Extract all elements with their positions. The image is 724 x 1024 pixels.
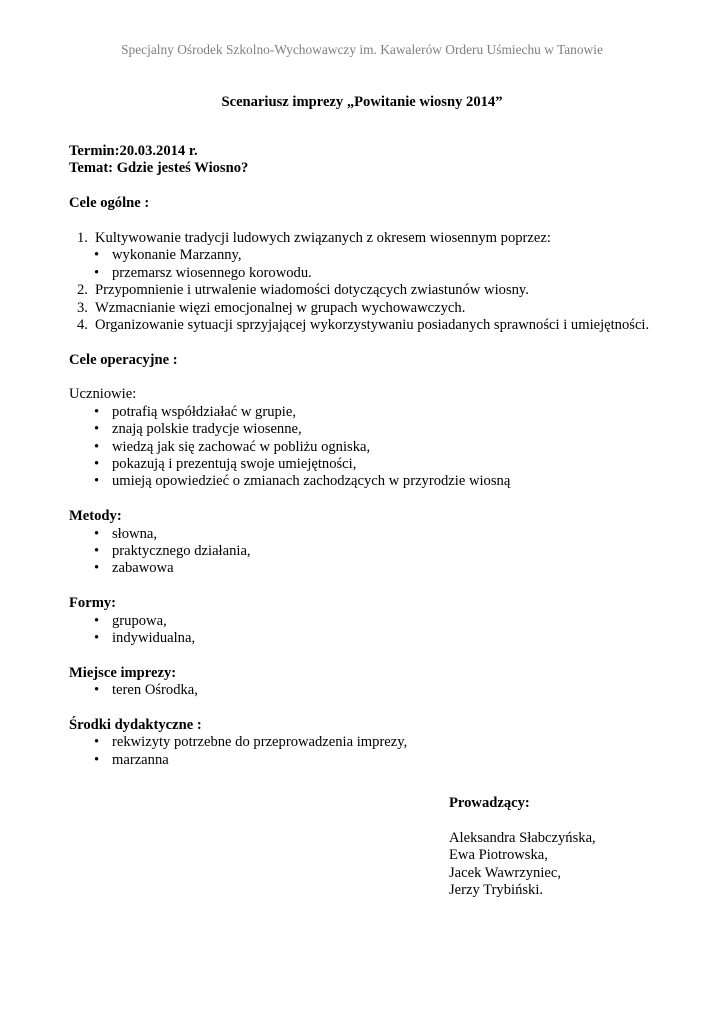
- list-item: [69, 630, 709, 647]
- srodki-heading: Środki dydaktyczne :: [69, 716, 202, 733]
- list-item: [69, 404, 709, 421]
- bullet-icon: •: [94, 403, 100, 420]
- list-item: [69, 247, 709, 264]
- list-item: [69, 752, 709, 769]
- list-item: [69, 543, 709, 560]
- list-item-text: Wzmacnianie więzi emocjonalnej w grupach wychowawczych.: [95, 299, 466, 316]
- list-item-text: teren Ośrodka,: [112, 682, 198, 699]
- list-item: [69, 560, 709, 577]
- metody-heading: Metody:: [69, 508, 122, 525]
- cele-ogolne-heading: Cele ogólne :: [69, 195, 150, 212]
- list-item: [69, 265, 709, 282]
- termin-line: Termin:20.03.2014 r.: [69, 143, 198, 159]
- bullet-icon: •: [94, 247, 100, 264]
- list-item: [69, 473, 709, 490]
- cele-operacyjne-heading: Cele operacyjne :: [69, 351, 178, 368]
- list-item: [69, 734, 709, 751]
- list-item-text: pokazują i prezentują swoje umiejętności,: [112, 456, 357, 473]
- list-item: [69, 439, 709, 456]
- list-item-text: indywidualna,: [112, 629, 196, 646]
- list-item: [69, 230, 709, 247]
- sub-bullet-list: [69, 247, 709, 282]
- list-item: [69, 456, 709, 473]
- metody-list: [69, 526, 709, 578]
- list-item: [69, 526, 709, 543]
- list-number: 1.: [77, 229, 88, 246]
- list-item: [69, 282, 709, 299]
- bullet-icon: •: [94, 751, 100, 768]
- bullet-icon: •: [94, 734, 100, 751]
- document-body: [69, 143, 709, 769]
- list-number: 3.: [77, 299, 88, 316]
- miejsce-heading: Miejsce imprezy:: [69, 664, 177, 681]
- list-item-text: zabawowa: [112, 560, 174, 577]
- uczniowie-intro: Uczniowie:: [69, 386, 137, 403]
- temat-line: Temat: Gdzie jesteś Wiosno?: [69, 160, 249, 177]
- list-item-text: praktycznego działania,: [112, 542, 251, 559]
- list-item-text: Przypomnienie i utrwalenie wiadomości dotyczących zwiastunów wiosny.: [95, 282, 529, 299]
- list-item-text: umieją opowiedzieć o zmianach zachodzących w przyrodzie wiosną: [112, 473, 511, 490]
- formy-heading: Formy:: [69, 595, 117, 612]
- document-title: Scenariusz imprezy „Powitanie wiosny 2014”: [221, 94, 503, 110]
- list-item-text: Organizowanie sytuacji sprzyjającej wykorzystywaniu posiadanych sprawności i umiejętności.: [95, 316, 650, 333]
- bullet-icon: •: [94, 456, 100, 473]
- list-item: [69, 300, 709, 317]
- list-item-text: przemarsz wiosennego korowodu.: [112, 264, 312, 281]
- signer-name: Jerzy Trybiński.: [449, 881, 544, 898]
- list-item-text: marzanna: [112, 751, 169, 768]
- list-item-text: słowna,: [112, 525, 157, 542]
- list-item: [69, 613, 709, 630]
- bullet-icon: •: [94, 560, 100, 577]
- formy-list: [69, 613, 709, 648]
- list-item-text: wykonanie Marzanny,: [112, 247, 242, 264]
- list-item-text: wiedzą jak się zachować w pobliżu ogniska,: [112, 438, 371, 455]
- signer-name: Jacek Wawrzyniec,: [449, 864, 562, 881]
- list-number: 2.: [77, 282, 88, 299]
- list-item: [69, 682, 709, 699]
- bullet-icon: •: [94, 438, 100, 455]
- bullet-icon: •: [94, 629, 100, 646]
- prowadzacy-block: [449, 795, 596, 899]
- list-number: 4.: [77, 316, 88, 333]
- page-header: Specjalny Ośrodek Szkolno-Wychowawczy im. Kawalerów Orderu Uśmiechu w Tanowie: [121, 42, 603, 57]
- bullet-icon: •: [94, 682, 100, 699]
- bullet-icon: •: [94, 525, 100, 542]
- srodki-list: [69, 734, 709, 769]
- list-item-text: Kultywowanie tradycji ludowych związanych z okresem wiosennym poprzez:: [95, 229, 551, 246]
- list-item-text: znają polskie tradycje wiosenne,: [112, 421, 302, 438]
- bullet-icon: •: [94, 264, 100, 281]
- cele-ogolne-list: [69, 230, 709, 334]
- bullet-icon: •: [94, 542, 100, 559]
- bullet-icon: •: [94, 612, 100, 629]
- signer-name: Ewa Piotrowska,: [449, 847, 548, 864]
- list-item: [69, 421, 709, 438]
- bullet-icon: •: [94, 473, 100, 490]
- list-item-text: rekwizyty potrzebne do przeprowadzenia imprezy,: [112, 734, 408, 751]
- list-item-text: grupowa,: [112, 612, 167, 629]
- bullet-icon: •: [94, 421, 100, 438]
- signer-name: Aleksandra Słabczyńska,: [449, 829, 596, 846]
- cele-operacyjne-list: [69, 404, 709, 491]
- list-item: [69, 317, 709, 334]
- miejsce-list: [69, 682, 709, 699]
- list-item-text: potrafią współdziałać w grupie,: [112, 403, 296, 420]
- prowadzacy-heading: Prowadzący:: [449, 795, 530, 811]
